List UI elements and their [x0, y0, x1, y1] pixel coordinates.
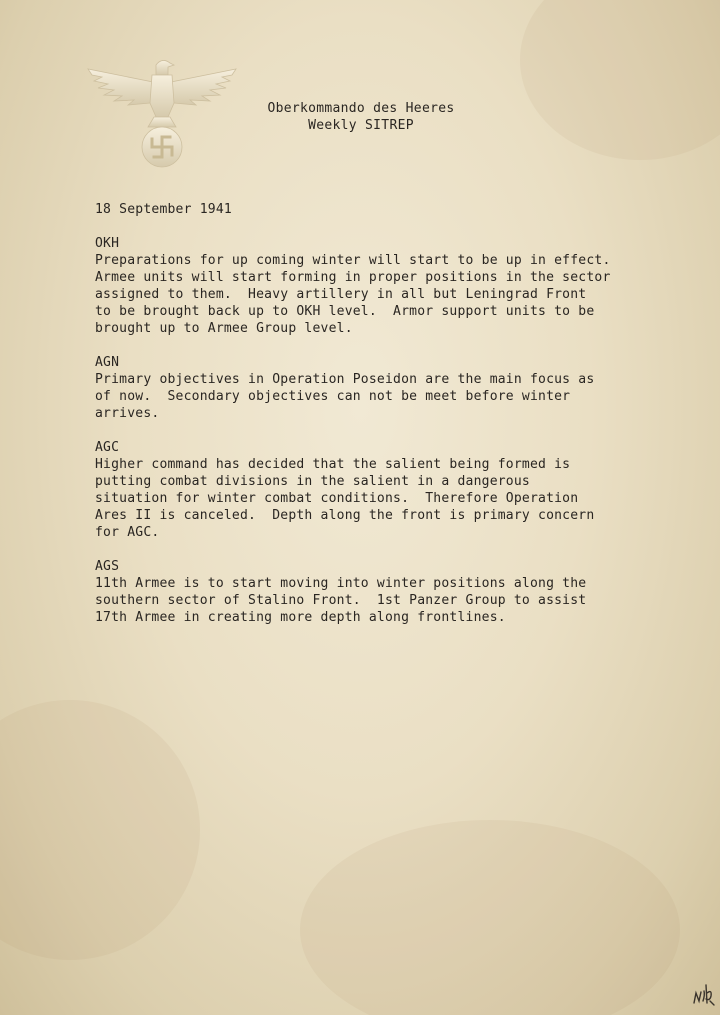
section-ags: [95, 558, 695, 626]
report-date: 18 September 1941: [95, 202, 232, 217]
section-line: for AGC.: [95, 525, 160, 540]
section-line: of now. Secondary objectives can not be meet before winter: [95, 389, 571, 404]
section-line: Primary objectives in Operation Poseidon are the main focus as: [95, 372, 595, 387]
section-heading: AGN: [95, 355, 120, 370]
section-okh: [95, 235, 695, 337]
section-line: assigned to them. Heavy artillery in all but Leningrad Front: [95, 287, 587, 302]
paper-stain: [300, 820, 680, 1015]
handwritten-initials-signature: [692, 981, 716, 1007]
section-line: Higher command has decided that the salient being formed is: [95, 457, 571, 472]
section-line: brought up to Armee Group level.: [95, 321, 353, 336]
section-agc: [95, 439, 695, 541]
section-line: putting combat divisions in the salient in a dangerous: [95, 474, 530, 489]
paper-stain: [520, 0, 720, 160]
section-line: to be brought back up to OKH level. Armor support units to be: [95, 304, 595, 319]
section-line: situation for winter combat conditions. Therefore Operation: [95, 491, 579, 506]
section-line: 11th Armee is to start moving into winter positions along the: [95, 576, 587, 591]
section-heading: AGC: [95, 440, 120, 455]
section-heading: AGS: [95, 559, 120, 574]
section-agn: [95, 354, 695, 422]
report-body: [95, 201, 695, 643]
section-line: Preparations for up coming winter will start to be up in effect.: [95, 253, 611, 268]
section-line: Armee units will start forming in proper positions in the sector: [95, 270, 611, 285]
section-line: Ares II is canceled. Depth along the front is primary concern: [95, 508, 595, 523]
section-line: 17th Armee in creating more depth along frontlines.: [95, 610, 506, 625]
letterhead: [200, 100, 522, 134]
header-organization: Oberkommando des Heeres: [267, 101, 455, 116]
section-heading: OKH: [95, 236, 120, 251]
paper-stain: [0, 700, 200, 960]
header-report-title: Weekly SITREP: [308, 118, 414, 133]
section-line: arrives.: [95, 406, 160, 421]
section-line: southern sector of Stalino Front. 1st Panzer Group to assist: [95, 593, 587, 608]
